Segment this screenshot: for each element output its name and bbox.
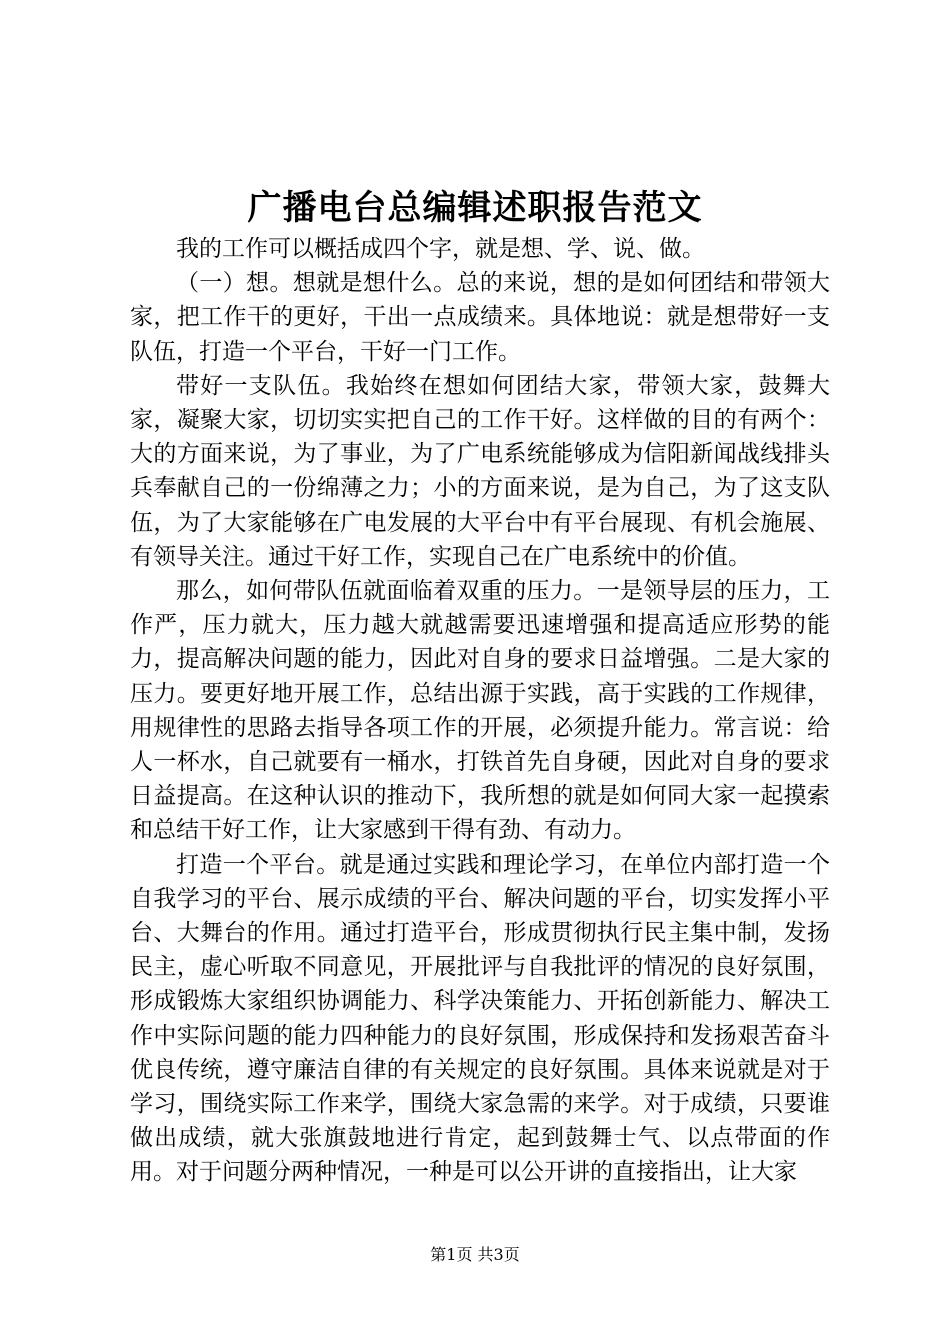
paragraph-build-platform: 打造一个平台。就是通过实践和理论学习，在单位内部打造一个自我学习的平台、展示成绩的平台、解决问题的平台，切实发挥小平台、大舞台的作用。通过打造平台，形成贯彻执行民主集中制，发扬民主，虚心听取不同意见，开展批评与自我批评的情况的良好氛围，形成锻炼大家组织协调能力、科学决策能力、开拓创新能力、解决工作中实际问题的能力四种能力的良好氛围，形成保持和发扬艰苦奋斗优良传统，遵守廉洁自律的有关规定的良好氛围。具体来说就是对于学习，围绕实际工作来学，围绕大家急需的来学。对于成绩，只要谁做出成绩，就大张旗鼓地进行肯定，起到鼓舞士气、以点带面的作用。对于问题分两种情况，一种是可以公开讲的直接指出，让大家	[130, 851, 830, 1186]
paragraph-think: （一）想。想就是想什么。总的来说，想的是如何团结和带领大家，把工作干的更好，干出一点成绩来。具体地说：就是想带好一支队伍，打造一个平台，干好一门工作。	[130, 270, 830, 365]
document-title: 广播电台总编辑述职报告范文	[247, 188, 703, 228]
page-footer: 第1页 共3页	[430, 1245, 520, 1264]
paragraph-lead-team: 带好一支队伍。我始终在想如何团结大家，带领大家，鼓舞大家，凝聚大家，切切实实把自己的工作干好。这样做的目的有两个：大的方面来说，为了事业，为了广电系统能够成为信阳新闻战线排头兵奉献自己的一份绵薄之力；小的方面来说，是为自己，为了这支队伍，为了大家能够在广电发展的大平台中有平台展现、有机会施展、有领导关注。通过干好工作，实现自己在广电系统中的价值。	[130, 372, 830, 570]
document-body	[130, 232, 830, 1190]
paragraph-intro: 我的工作可以概括成四个字，就是想、学、说、做。	[176, 236, 705, 262]
paragraph-pressure: 那么，如何带队伍就面临着双重的压力。一是领导层的压力，工作严，压力就大，压力越大就越需要迅速增强和提高适应形势的能力，提高解决问题的能力，因此对自身的要求日益增强。二是大家的压力。要更好地开展工作，总结出源于实践，高于实践的工作规律，用规律性的思路去指导各项工作的开展，必须提升能力。常言说：给人一杯水，自己就要有一桶水，打铁首先自身硬，因此对自身的要求日益提高。在这种认识的推动下，我所想的就是如何同大家一起摸索和总结干好工作，让大家感到干得有劲、有动力。	[130, 578, 830, 844]
